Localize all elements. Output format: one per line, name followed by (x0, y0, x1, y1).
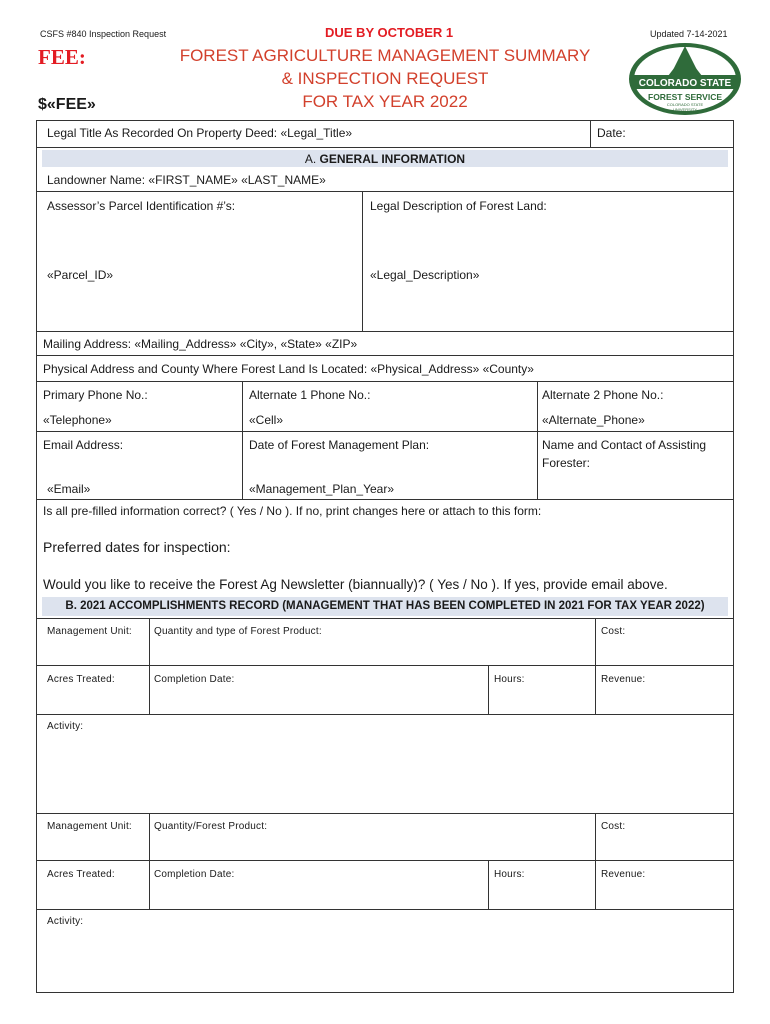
legal-description-value[interactable]: «Legal_Description» (370, 268, 480, 282)
section-a-heading (37, 152, 733, 166)
management-plan-date-label: Date of Forest Management Plan: (249, 438, 430, 452)
primary-phone-value[interactable]: «Telephone» (43, 413, 112, 427)
divider (37, 714, 733, 715)
logo-line-3: COLORADO STATE (666, 102, 704, 107)
divider (37, 191, 733, 192)
info-correct-question[interactable]: Is all pre-filled information correct? ( Yes / No ). If no, print changes here or attach to this form: (43, 504, 542, 518)
alt2-phone-label: Alternate 2 Phone No.: (542, 388, 664, 402)
legal-description-label: Legal Description of Forest Land: (370, 199, 547, 213)
primary-phone-label: Primary Phone No.: (43, 388, 148, 402)
email-label: Email Address: (43, 438, 124, 452)
activity-label[interactable]: Activity: (47, 721, 84, 732)
divider (488, 665, 489, 714)
newsletter-question[interactable]: Would you like to receive the Forest Ag Newsletter (biannually)? ( Yes / No ). If yes, provide email above. (43, 577, 668, 592)
divider (362, 191, 363, 331)
divider (595, 618, 596, 714)
updated-date: Updated 7-14-2021 (650, 29, 728, 39)
divider (37, 909, 733, 910)
divider (37, 618, 733, 619)
divider (149, 618, 150, 714)
form-title (170, 44, 600, 113)
csfs-logo (628, 42, 742, 116)
divider (37, 355, 733, 356)
landowner-name-field[interactable]: Landowner Name: «FIRST_NAME» «LAST_NAME» (47, 173, 326, 187)
fee-value: $«FEE» (38, 96, 96, 113)
fee-label: FEE: (38, 45, 86, 69)
divider (37, 860, 733, 861)
acres-treated-label[interactable]: Acres Treated: (47, 674, 115, 685)
acres-treated-label[interactable]: Acres Treated: (47, 869, 115, 880)
logo-line-2: FOREST SERVICE (648, 92, 722, 102)
logo-line-1: COLORADO STATE (638, 78, 732, 89)
cost-label[interactable]: Cost: (601, 626, 626, 637)
section-a-prefix: A. (304, 152, 320, 166)
legal-title-field[interactable]: Legal Title As Recorded On Property Deed: «Legal_Title» (47, 126, 353, 140)
alt1-phone-value[interactable]: «Cell» (249, 413, 284, 427)
completion-date-label[interactable]: Completion Date: (154, 869, 235, 880)
management-plan-year-value[interactable]: «Management_Plan_Year» (249, 482, 395, 496)
activity-label[interactable]: Activity: (47, 916, 84, 927)
management-unit-label[interactable]: Management Unit: (47, 821, 132, 832)
form-id: CSFS #840 Inspection Request (40, 29, 167, 39)
divider (242, 381, 243, 499)
divider (37, 331, 733, 332)
section-a-title: GENERAL INFORMATION (319, 152, 466, 166)
due-date-notice: DUE BY OCTOBER 1 (325, 25, 454, 40)
divider (488, 860, 489, 909)
alt2-phone-value[interactable]: «Alternate_Phone» (542, 413, 645, 427)
forest-product-label[interactable]: Quantity and type of Forest Product: (154, 626, 322, 637)
divider (537, 381, 538, 499)
management-unit-label[interactable]: Management Unit: (47, 626, 132, 637)
email-value[interactable]: «Email» (47, 482, 91, 496)
divider (590, 121, 591, 147)
mailing-address-field[interactable]: Mailing Address: «Mailing_Address» «City», «State» «ZIP» (43, 337, 358, 351)
physical-address-field[interactable]: Physical Address and County Where Forest Land Is Located: «Physical_Address» «County» (43, 362, 534, 376)
assisting-forester-label-2: Forester: (542, 456, 591, 470)
divider (37, 147, 733, 148)
forest-product-label[interactable]: Quantity/Forest Product: (154, 821, 268, 832)
divider (37, 665, 733, 666)
assisting-forester-label: Name and Contact of Assisting (542, 438, 707, 452)
date-field[interactable]: Date: (597, 126, 626, 140)
divider (37, 813, 733, 814)
divider (595, 813, 596, 909)
divider (37, 381, 733, 382)
revenue-label[interactable]: Revenue: (601, 674, 646, 685)
hours-label[interactable]: Hours: (494, 869, 525, 880)
section-b-heading: B. 2021 ACCOMPLISHMENTS RECORD (MANAGEMENT THAT HAS BEEN COMPLETED IN 2021 FOR TAX YEAR 2022) (65, 600, 705, 612)
cost-label[interactable]: Cost: (601, 821, 626, 832)
divider (37, 499, 733, 500)
inspection-form (36, 120, 734, 993)
divider (37, 431, 733, 432)
title-line-2: & INSPECTION REQUEST (281, 69, 489, 88)
preferred-dates-field[interactable]: Preferred dates for inspection: (43, 539, 231, 555)
revenue-label[interactable]: Revenue: (601, 869, 646, 880)
parcel-id-label: Assessor’s Parcel Identification #’s: (47, 199, 236, 213)
hours-label[interactable]: Hours: (494, 674, 525, 685)
logo-badge-icon (628, 42, 742, 116)
logo-line-4: UNIVERSITY (672, 107, 698, 112)
title-line-1: FOREST AGRICULTURE MANAGEMENT SUMMARY (179, 46, 591, 65)
alt1-phone-label: Alternate 1 Phone No.: (249, 388, 371, 402)
parcel-id-value[interactable]: «Parcel_ID» (47, 268, 114, 282)
title-line-3: FOR TAX YEAR 2022 (302, 92, 468, 111)
completion-date-label[interactable]: Completion Date: (154, 674, 235, 685)
divider (149, 813, 150, 909)
